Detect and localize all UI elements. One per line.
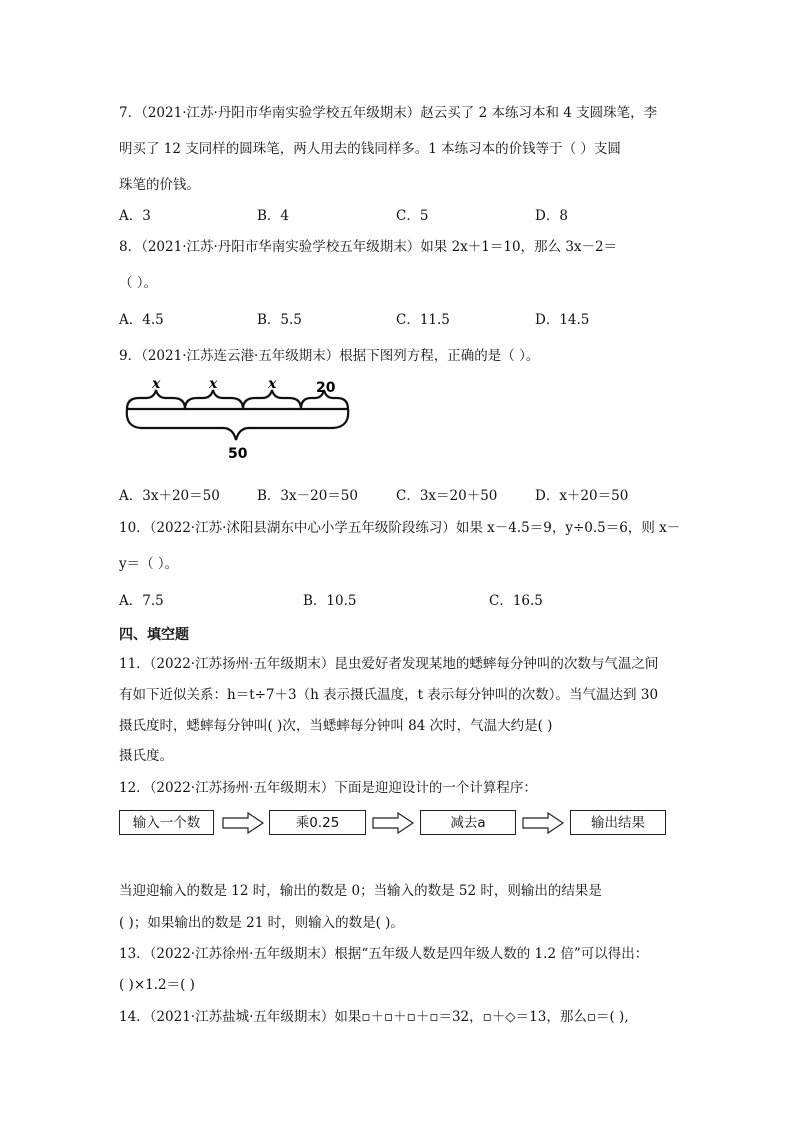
q7-option-a[interactable]: A．3 [119,208,151,224]
q9-segment-diagram [119,378,354,474]
q7-option-c[interactable]: C．5 [396,208,429,224]
q10-option-c[interactable]: C．16.5 [489,593,543,609]
q7-option-d[interactable]: D．8 [535,208,568,224]
q13-line-2: ( )×1.2＝( ) [119,977,195,993]
q12-line-2: 当迎迎输入的数是 12 时，输出的数是 0；当输入的数是 52 时，则输出的结果是 [119,883,602,899]
q7-line-1: 7．（2021·江苏·丹阳市华南实验学校五年级期末）赵云买了 2 本练习本和 4 支圆珠笔，李 [119,105,658,121]
q7-line-3: 珠笔的价钱。 [119,177,200,193]
section-heading-fill-in: 四、填空题 [119,627,189,643]
q9-label-x3: x [268,378,277,392]
q9-option-b[interactable]: B．3x－20＝50 [257,488,358,504]
q8-option-b[interactable]: B．5.5 [257,312,302,328]
q10-option-a[interactable]: A．7.5 [119,593,164,609]
q10-line-2: y＝（ ）。 [119,556,179,572]
q11-line-2: 有如下近似关系：h＝t÷7＋3（h 表示摄氏温度，t 表示每分钟叫的次数）。当气温达到 30 [119,687,659,703]
q7-option-b[interactable]: B．4 [257,208,290,224]
q9-brace-x1 [127,390,185,409]
q10-option-b[interactable]: B．10.5 [303,593,357,609]
q9-line-1: 9．（2021·江苏连云港·五年级期末）根据下图列方程，正确的是（ ）。 [119,348,540,364]
q12-line-3: ( )；如果输出的数是 21 时，则输入的数是( )。 [119,915,404,931]
q9-brace-x3 [243,390,301,409]
q11-line-4: 摄氏度。 [119,748,173,764]
flow-arrow-icon [372,812,414,834]
flow-arrow-icon [222,812,264,834]
q10-line-1: 10．（2022·江苏·沭阳县湖东中心小学五年级阶段练习）如果 x－4.5＝9，y÷0.5＝6，则 x－ [119,520,681,536]
q9-option-a[interactable]: A．3x＋20＝50 [119,488,220,504]
q9-brace-50 [127,409,348,440]
q9-label-x2: x [209,378,218,392]
q9-option-c[interactable]: C．3x＝20＋50 [396,488,498,504]
q11-line-3: 摄氏度时，蟋蟀每分钟叫( )次，当蟋蟀每分钟叫 84 次时，气温大约是( ) [119,718,553,734]
flow-box-multiply: 乘0.25 [269,810,366,835]
flow-box-subtract: 减去a [420,810,516,835]
q11-line-1: 11．（2022·江苏扬州·五年级期末）昆虫爱好者发现某地的蟋蟀每分钟叫的次数与气温之间 [119,656,659,672]
q9-label-20: 20 [316,380,336,396]
q12-line-1: 12．（2022·江苏扬州·五年级期末）下面是迎迎设计的一个计算程序： [119,780,537,796]
q8-option-c[interactable]: C．11.5 [396,312,450,328]
q9-option-d[interactable]: D．x＋20＝50 [535,488,629,504]
q9-label-50: 50 [228,446,248,462]
q7-line-2: 明买了 12 支同样的圆珠笔，两人用去的钱同样多。1 本练习本的价钱等于（ ）支圆 [119,141,621,157]
q8-option-d[interactable]: D．14.5 [535,312,590,328]
q8-line-1: 8．（2021·江苏·丹阳市华南实验学校五年级期末）如果 2x＋1＝10，那么 3x－2＝ [119,239,618,255]
q9-label-x1: x [152,378,161,392]
q13-line-1: 13．（2022·江苏徐州·五年级期末）根据“五年级人数是四年级人数的 1.2 倍”可以得出： [119,946,649,962]
q8-option-a[interactable]: A．4.5 [119,312,164,328]
flow-arrow-icon [522,812,564,834]
q14-line-1: 14．（2021·江苏盐城·五年级期末）如果▫＋▫＋▫＋▫＝32，▫＋◇＝13，那么▫＝( ), [119,1009,629,1025]
q9-brace-x2 [185,390,243,409]
q8-line-2: （ ）。 [119,275,158,291]
flow-box-output: 输出结果 [570,810,666,835]
flow-box-input: 输入一个数 [119,810,214,835]
